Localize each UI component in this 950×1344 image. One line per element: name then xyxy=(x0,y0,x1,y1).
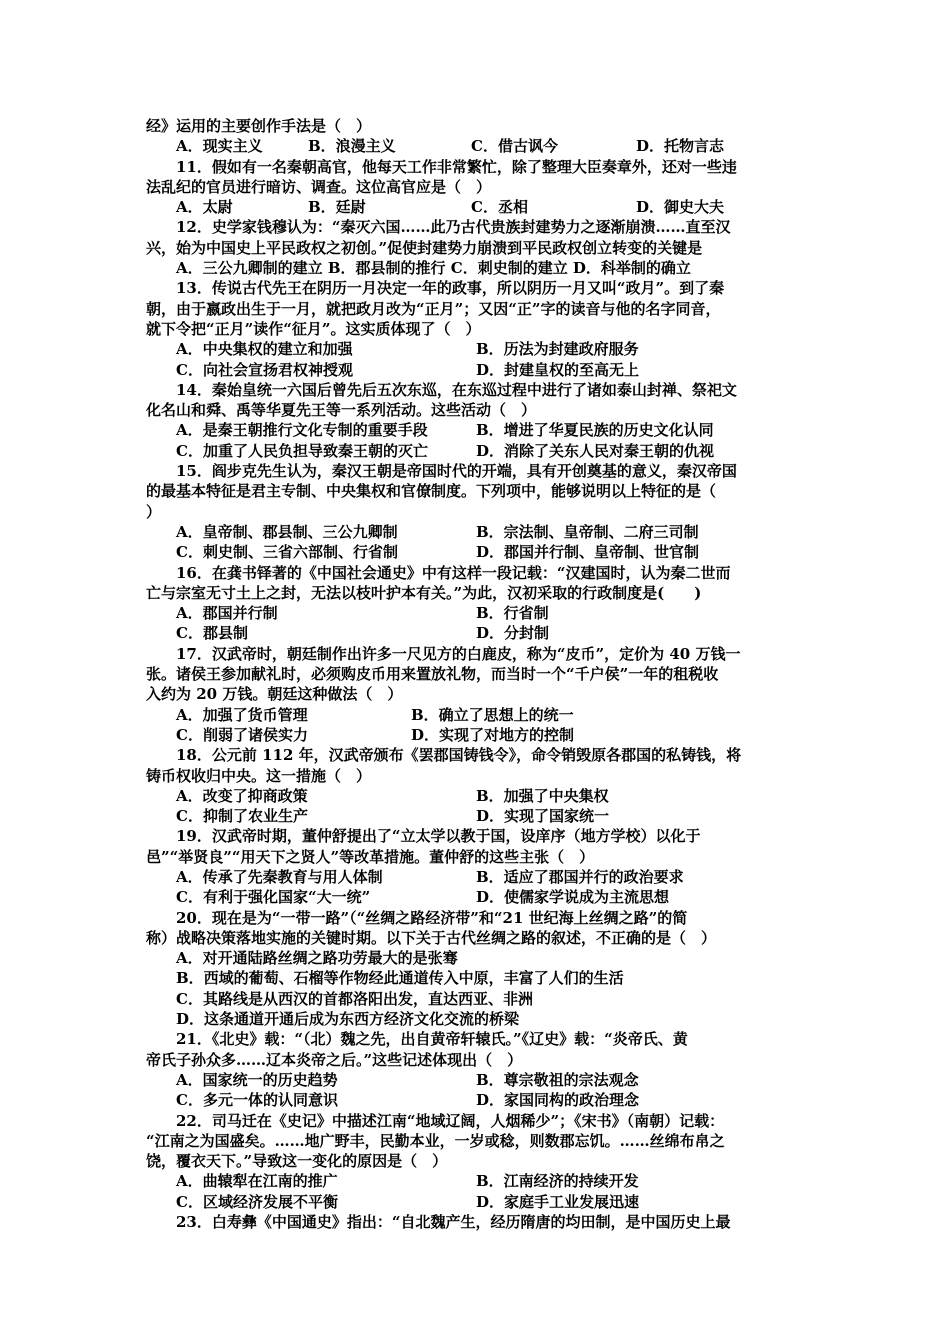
answer-option: C．向社会宣扬君权神授观 xyxy=(176,360,353,379)
answer-option: B．廷尉 xyxy=(308,198,366,217)
answer-options-row xyxy=(146,603,808,623)
answer-options-row xyxy=(146,725,808,745)
answer-options-row xyxy=(146,948,808,968)
answer-options-row xyxy=(146,989,808,1009)
answer-options-row xyxy=(146,623,808,643)
question-stem-line: 15．阎步克先生认为，秦汉王朝是帝国时代的开端，具有开创奠基的意义，秦汉帝国 xyxy=(176,462,737,481)
question-stem-line: 16．在龚书铎著的《中国社会通史》中有这样一段记载：“汉建国时，认为秦二世而 xyxy=(176,563,731,582)
question-text-line: 称）战略决策落地实施的关键时期。以下关于古代丝绸之路的叙述，不正确的是（ ） xyxy=(146,928,717,947)
answer-option: B．宗法制、皇帝制、二府三司制 xyxy=(476,522,699,541)
answer-option: D．郡国并行制、皇帝制、世官制 xyxy=(476,543,700,562)
answer-options-row xyxy=(146,705,808,725)
answer-option: D．使儒家学说成为主流思想 xyxy=(476,888,670,907)
answer-option: D．消除了关东人民对秦王朝的仇视 xyxy=(476,441,715,460)
answer-option: B．尊宗敬祖的宗法观念 xyxy=(476,1070,639,1089)
answer-options-row xyxy=(146,1192,808,1212)
answer-option: B．确立了思想上的统一 xyxy=(411,705,574,724)
question-stem-line: 14．秦始皇统一六国后曾先后五次东巡，在东巡过程中进行了诸如泰山封禅、祭祀文 xyxy=(176,380,737,399)
answer-option: A．现实主义 xyxy=(176,137,263,156)
answer-option: C．抑制了农业生产 xyxy=(176,807,308,826)
answer-option: B．浪漫主义 xyxy=(308,137,396,156)
answer-option: D．这条通道开通后成为东西方经济文化交流的桥梁 xyxy=(176,1010,520,1029)
question-text-line: 亡与宗室无寸土上之封，无法以枝叶护本有关。”为此，汉初采取的行政制度是( ) xyxy=(146,583,702,602)
question-text-line: 邑”“举贤良”“用天下之贤人”等改革措施。董仲舒的这些主张（ ） xyxy=(146,847,595,866)
question-text-line: 经》运用的主要创作手法是（ ） xyxy=(146,117,372,135)
question-stem-line: 13．传说古代先王在阴历一月决定一年的政事，所以阴历一月又叫“政月”。到了秦 xyxy=(176,279,725,298)
question-stem-line: 22．司马迁在《史记》中描述江南“地域辽阔，人烟稀少”；《宋书》（南朝）记载： xyxy=(176,1111,725,1130)
answer-option: A．改变了抑商政策 xyxy=(176,786,308,805)
answer-options-row xyxy=(146,339,808,359)
question-text-line: 就下令把“正月”读作“征月”。这实质体现了（ ） xyxy=(146,319,481,338)
answer-options-row xyxy=(146,197,808,217)
question-stem-line: 18．公元前 112 年，汉武帝颁布《罢郡国铸钱令》，命令销毁原各郡国的私铸钱，将 xyxy=(176,746,742,765)
answer-option: A．太尉 xyxy=(176,198,233,217)
answer-option: B．增进了华夏民族的历史文化认同 xyxy=(476,421,714,440)
answer-option: C．削弱了诸侯实力 xyxy=(176,725,308,744)
answer-option: C．加重了人民负担导致秦王朝的灭亡 xyxy=(176,441,428,460)
question-text-line: ） xyxy=(146,502,162,521)
answer-options-row xyxy=(146,867,808,887)
answer-option: A．皇帝制、郡县制、三公九卿制 xyxy=(176,522,398,541)
question-stem-line: 19．汉武帝时期，董仲舒提出了“立太学以教于国，设庠序（地方学校）以化于 xyxy=(176,827,701,846)
question-stem-line: 17．汉武帝时，朝廷制作出许多一尺见方的白鹿皮，称为“皮币”，定价为 40 万钱一 xyxy=(176,644,741,663)
answer-option: D．御史大夫 xyxy=(636,198,725,217)
answer-options-row xyxy=(146,522,808,542)
answer-options-row xyxy=(146,420,808,440)
question-stem-line: 11．假如有一名秦朝高官，他每天工作非常繁忙，除了整理大臣奏章外，还对一些违 xyxy=(176,157,737,176)
answer-options-row xyxy=(146,136,808,156)
answer-options-row xyxy=(146,1009,808,1029)
answer-option: D．实现了国家统一 xyxy=(476,807,610,826)
answer-options-row xyxy=(146,786,808,806)
answer-option: B．加强了中央集权 xyxy=(476,786,609,805)
question-text-line: 铸币权收归中央。这一措施（ ） xyxy=(146,766,372,785)
answer-option: C．有利于强化国家“大一统” xyxy=(176,888,371,907)
question-stem-line: 21．《北史》载：“（北）魏之先，出自黄帝轩辕氏。”《辽史》载：“炎帝氏、黄 xyxy=(176,1030,688,1049)
answer-option: D．托物言志 xyxy=(636,137,725,156)
answer-options-row xyxy=(146,542,808,562)
answer-option: C．刺史制、三省六部制、行省制 xyxy=(176,543,398,562)
answer-option: C．区域经济发展不平衡 xyxy=(176,1192,338,1211)
question-text-line: 入约为 20 万钱。朝廷这种做法（ ） xyxy=(146,685,403,704)
answer-option: B．江南经济的持续开发 xyxy=(476,1172,639,1191)
answer-options-row xyxy=(146,1070,808,1090)
answer-options-row xyxy=(146,806,808,826)
answer-option: B．行省制 xyxy=(476,604,549,623)
answer-option: C．其路线是从西汉的首都洛阳出发，直达西亚、非洲 xyxy=(176,989,533,1008)
answer-options-row xyxy=(146,887,808,907)
question-stem-line: A．三公九卿制的建立 B．郡县制的推行 C．刺史制的建立 D．科举制的确立 xyxy=(176,259,691,278)
answer-options-row xyxy=(146,360,808,380)
exam-page-body xyxy=(146,116,808,1232)
answer-options-row xyxy=(146,1171,808,1191)
answer-option: D．家国同构的政治理念 xyxy=(476,1091,640,1110)
question-text-line: 兴，始为中国史上平民政权之初创。”促使封建势力崩溃到平民政权创立转变的关键是 xyxy=(146,238,703,257)
question-text-line: 张。诸侯王参加献礼时，必须购皮币用来置放礼物，而当时一个“千户侯”一年的租税收 xyxy=(146,665,719,684)
answer-option: B．西域的葡萄、石榴等作物经此通道传入中原，丰富了人们的生活 xyxy=(176,969,624,988)
answer-option: A．中央集权的建立和加强 xyxy=(176,340,353,359)
answer-option: B．适应了郡国并行的政治要求 xyxy=(476,867,684,886)
answer-option: D．分封制 xyxy=(476,624,550,643)
question-stem-line: 20．现在是为“一带一路”（“丝绸之路经济带”和“21 世纪海上丝绸之路”的简 xyxy=(176,908,688,927)
answer-option: C．多元一体的认同意识 xyxy=(176,1091,338,1110)
question-text-line: 帝氏子孙众多……辽本炎帝之后。”这些记述体现出（ ） xyxy=(146,1050,523,1069)
answer-options-row xyxy=(146,1090,808,1110)
question-text-line: 朝，由于嬴政出生于一月，就把政月改为“正月”；又因“正”字的读音与他的名字同音， xyxy=(146,299,721,318)
question-text-line: 的最基本特征是君主专制、中央集权和官僚制度。下列项中，能够说明以上特征的是（ xyxy=(146,482,717,501)
answer-option: A．郡国并行制 xyxy=(176,604,278,623)
answer-option: C．借古讽今 xyxy=(471,137,558,156)
answer-options-row xyxy=(146,441,808,461)
answer-option: C．郡县制 xyxy=(176,624,248,643)
question-stem-line: 23．白寿彝《中国通史》指出：“自北魏产生，经历隋唐的均田制，是中国历史上最 xyxy=(176,1213,731,1232)
question-stem-line: 12．史学家钱穆认为：“秦灭六国……此乃古代贵族封建势力之逐渐崩溃……直至汉 xyxy=(176,218,731,237)
answer-option: D．实现了对地方的控制 xyxy=(411,725,575,744)
answer-option: A．曲辕犁在江南的推广 xyxy=(176,1172,338,1191)
answer-option: A．国家统一的历史趋势 xyxy=(176,1070,338,1089)
answer-option: D．封建皇权的至高无上 xyxy=(476,360,640,379)
answer-option: A．是秦王朝推行文化专制的重要手段 xyxy=(176,421,428,440)
question-text-line: “江南之为国盛矣。……地广野丰，民勤本业，一岁或稔，则数郡忘饥。……丝绵布帛之 xyxy=(146,1131,725,1150)
question-text-line: 化名山和舜、禹等华夏先王等一系列活动。这些活动（ ） xyxy=(146,401,537,420)
answer-option: C．丞相 xyxy=(471,198,528,217)
question-text-line: 饶，覆衣天下。”导致这一变化的原因是（ ） xyxy=(146,1152,448,1171)
answer-option: A．加强了货币管理 xyxy=(176,705,308,724)
answer-option: A．传承了先秦教育与用人体制 xyxy=(176,867,383,886)
answer-option: B．历法为封建政府服务 xyxy=(476,340,639,359)
answer-option: A．对开通陆路丝绸之路功劳最大的是张骞 xyxy=(176,949,458,968)
answer-option: D．家庭手工业发展迅速 xyxy=(476,1192,640,1211)
answer-options-row xyxy=(146,968,808,988)
question-text-line: 法乱纪的官员进行暗访、调查。这位高官应是（ ） xyxy=(146,177,492,196)
